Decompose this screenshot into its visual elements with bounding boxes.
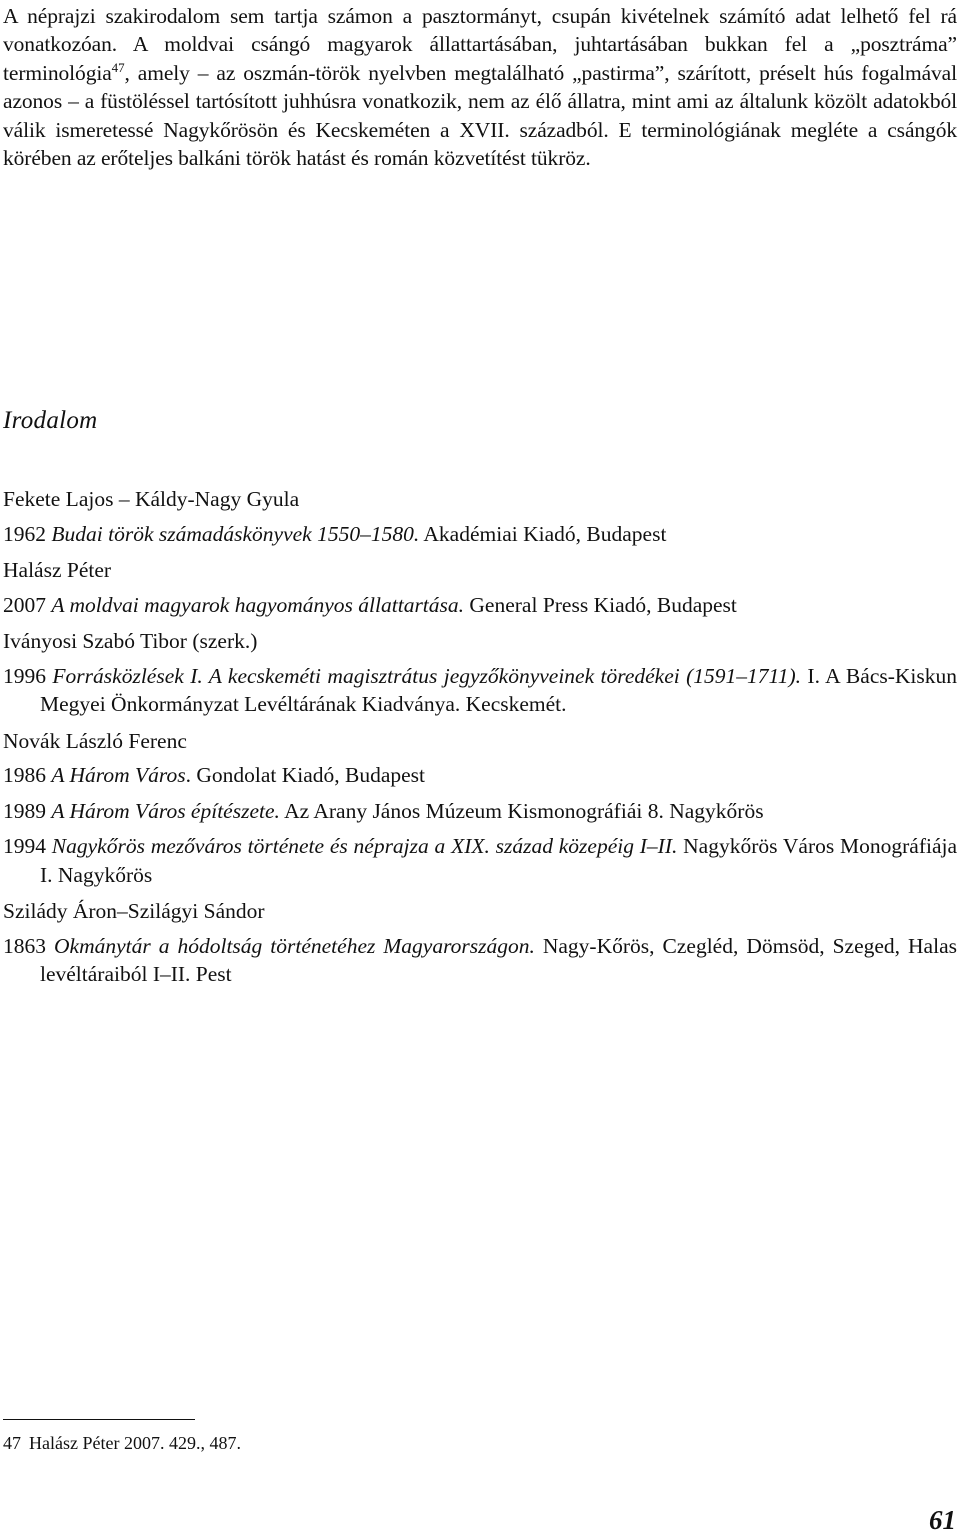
bib-author: Fekete Lajos – Káldy-Nagy Gyula [3,487,300,511]
paragraph-text-start: A néprajzi szakirodalom sem tartja számon a pasztormányt, csupán kivételnek számító adat lelhető fel rá vonatkozóan. A moldvai csángó magyarok állattartásában, juhtartásában bukkan fel a „posztráma” terminológia [3,4,957,85]
bib-author: Iványosi Szabó Tibor (szerk.) [3,629,258,653]
bib-author: Halász Péter [3,558,112,582]
bib-entry [3,761,957,797]
bib-publisher: Az Arany János Múzeum Kismonográfiái 8. Nagykőrös [279,798,764,823]
bib-title: A Három Város építészete. [51,798,280,823]
bib-title: Okmánytár a hódoltság történetéhez Magyarországon. [54,933,535,958]
bib-year: 2007 [3,592,46,617]
bib-publisher: Akadémiai Kiadó, Budapest [419,521,667,546]
bib-publisher: General Press Kiadó, Budapest [464,592,737,617]
bib-year: 1863 [3,933,46,958]
bib-publisher: . Gondolat Kiadó, Budapest [185,763,426,787]
bib-entry [3,520,957,556]
bib-year: 1962 [3,521,46,546]
footnote-reference[interactable]: 47 [111,59,125,75]
bib-title: Forrásközlések I. A kecskeméti magisztrátus jegyzőkönyveinek töredékei (1591–1711). [52,663,802,688]
bib-entry [3,832,957,889]
body-paragraph [3,2,957,172]
bibliography [3,484,957,996]
bib-title: A Három Város [51,763,186,787]
footnote-separator [3,1419,195,1420]
page-number: 61 [929,1505,956,1535]
bib-entry [3,591,957,627]
bib-publisher: Nagykőrös Város Monográfiája I. Nagykőrös [40,834,958,887]
bib-author: Szilády Áron–Szilágyi Sándor [3,899,265,923]
bib-entry [3,662,957,719]
bib-title: Budai török számadáskönyvek 1550–1580. [51,521,420,546]
bib-publisher: Nagy-Kőrös, Czegléd, Dömsöd, Szeged, Halas levéltáraiból I–II. Pest [40,933,957,986]
bib-year: 1996 [3,663,46,688]
footnote-number: 47 [3,1433,21,1453]
footnote-text: Halász Péter 2007. 429., 487. [29,1433,241,1453]
bib-entry [3,932,957,989]
bib-author: Novák László Ferenc [3,728,187,753]
bib-year: 1994 [3,834,46,858]
section-heading: Irodalom [3,407,98,434]
bib-year: 1986 [3,763,46,787]
bib-title: A moldvai magyarok hagyományos állattartása. [51,592,465,617]
bib-publisher: I. A Bács-Kiskun Megyei Önkormányzat Levéltárának Kiadványa. Kecskemét. [40,663,958,716]
bib-year: 1989 [3,798,46,823]
footnote [3,1433,241,1454]
bib-title: Nagykőrös mezőváros története és néprajza a XIX. század közepéig I–II. [51,834,678,858]
paragraph-text-end: , amely – az oszmán-török nyelvben megtalálható „pastirma”, szárított, préselt hús fogalmával azonos – a füstöléssel tartósított juhhúsra vonatkozik, nem az élő állatra, mint ami az általunk közölt adatokból válik ismeretessé Nagykőrösön és Kecskeméten a XVII. századból. E terminológiának megléte a csángók körében az erőteljes balkáni török hatást és román közvetítést tükröz. [3,60,957,171]
bib-entry [3,797,957,833]
